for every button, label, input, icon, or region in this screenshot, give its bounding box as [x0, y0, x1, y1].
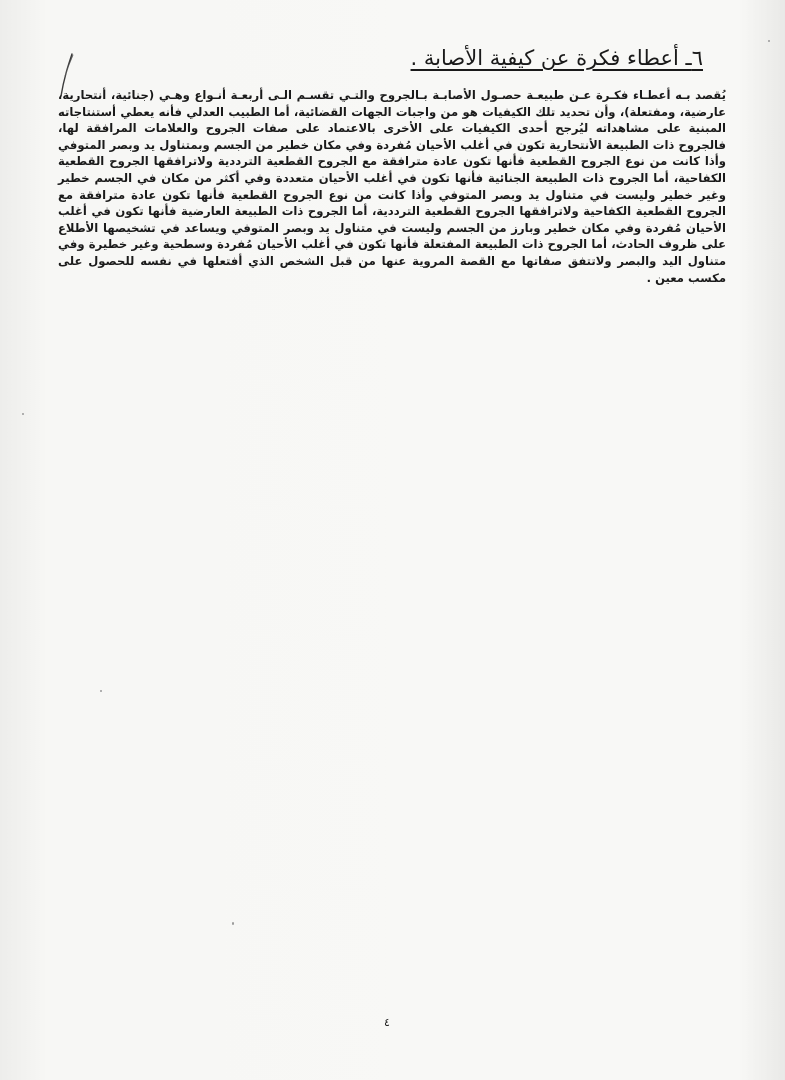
section-heading: ٦ـ أعطاء فكرة عن كيفية الأصابة . [410, 46, 703, 70]
scan-speck [22, 413, 24, 415]
scan-speck [100, 690, 102, 692]
page-number: ٤ [384, 1016, 390, 1029]
body-paragraph: يُقصد بـه أعطـاء فكـرة عـن طبيعـة حصـول الأصابـة بـالجروح والتـي تقسـم الـى أربعـة أنـواع وهـي (جنائية، أنتحارية، عارضية، ومفتعلة)، وأن تحديد تلك الكيفيات هو من واجبات الجهات القضائية، أما الطبيب العدلي فأنه يعطي أستنتاجاته المبنية على مشاهداته ليُرجح أحدى الكيفيات على الأخرى بالاعتماد على صفات الجروح والعلامات المرافقة لها، فالجروح ذات الطبيعة الأنتحارية تكون في أغلب الأحيان مُفردة وفي مكان خطير من الجسم وبمتناول يد وبصر المتوفي وأذا كانت من نوع الجروح القطعية فأنها تكون عادة مترافقة مع الجروح القطعية الترددية ولاترافقها الجروح القطعية الكفاحية، أما الجروح ذات الطبيعة الجنائية فأنها تكون في أغلب الأحيان متعددة وفي أكثر من مكان في الجسم خطير وغير خطير وليست في متناول يد وبصر المتوفي وأذا كانت من نوع الجروح القطعية فأنها تكون عادة مترافقة مع الجروح القطعية الكفاحية ولاترافقها الجروح القطعية الترددية، أما الجروح ذات الطبيعة العارضية فأنها تكون في أغلب الأحيان مُفردة وفي مكان خطير وبارز من الجسم وليست في متناول يد وبصر المتوفي ويساعد في تشخيصها الأطلاع على ظروف الحادث، أما الجروح ذات الطبيعة المفتعلة فأنها تكون في أغلب الأحيان مُفردة وسطحية وغير خطيرة وفي متناول اليد والبصر ولاتتفق صفاتها مع القصة المروية عنها من قبل الشخص الذي أفتعلها في نفسه للحصول على مكسب معين . [58, 88, 726, 285]
scan-speck [768, 40, 770, 42]
scan-speck [232, 922, 234, 925]
